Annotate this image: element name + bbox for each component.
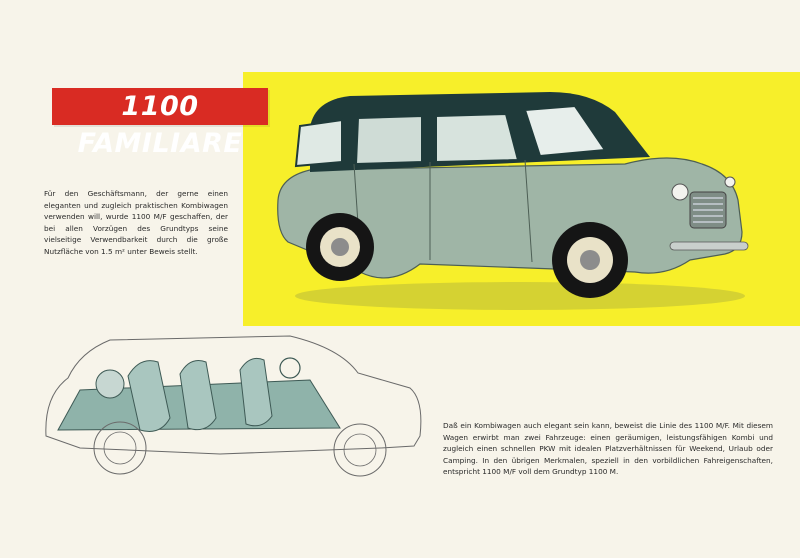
description-paragraph: Daß ein Kombiwagen auch elegant sein kann, beweist die Linie des 1100 M/F. Mit diesem Wagen erwirbt man zwei Fahrzeuge: einen geräumigen, leistungsfähigen Kombi und zugleich einen schnellen PKW mit idealen Platzverhältnissen für Weekend, Urlaub oder Camping. In den übrigen Merkmalen, speziell in den vorbildlichen Fahreigenschaften, entspricht 1100 M/F voll dem Grundtyp 1100 M. [443,421,773,477]
interior-cutaway-drawing [40,318,430,496]
car-window-rear [296,120,342,166]
wheel-outline [334,424,386,476]
car-bumper [670,242,748,250]
car-wheel-front [552,222,628,298]
car-photo [270,82,760,318]
car-wheel-rear [306,213,374,281]
car-window-rear-side [356,116,422,164]
intro-paragraph: Für den Geschäftsmann, der gerne einen eleganten und zugleich praktischen Kombiwagen verwenden will, wurde 1100 M/F geschaffen, der bei allen Vorzügen des Grundtyps seine vielseitige Verwendbarkeit durch die große Nutzfläche von 1.5 m² unter Beweis stellt. [44,189,228,256]
car-headlight [725,177,735,187]
steering-wheel [280,358,300,378]
car-shadow [295,282,745,310]
spare-wheel [96,370,124,398]
front-seat [240,358,272,425]
car-headlight [672,184,688,200]
car-window-front-side [436,114,518,162]
page-title: 1100 FAMILIARE [52,88,268,125]
